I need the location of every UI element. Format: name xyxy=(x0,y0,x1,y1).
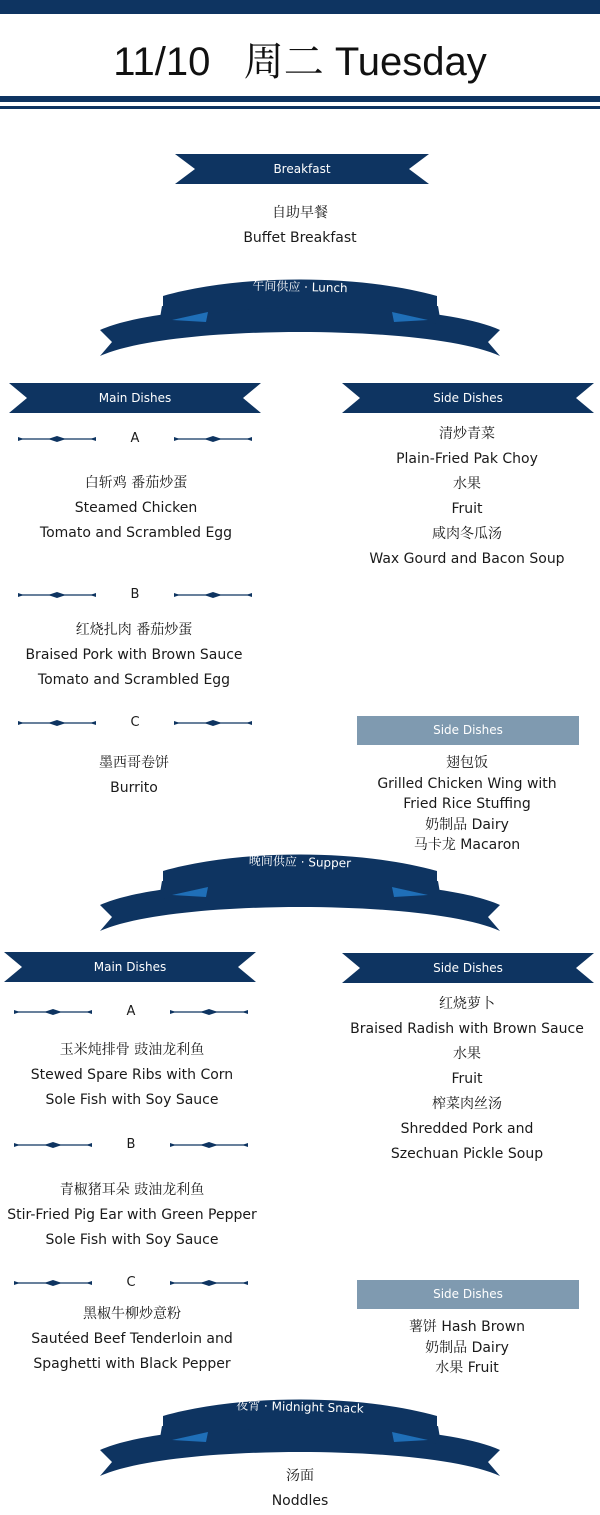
lunch-main-ribbon xyxy=(9,383,261,413)
lunch-side-items xyxy=(334,422,600,572)
supper-option-c-label: C xyxy=(126,1275,136,1290)
menu-item: 墨西哥卷饼 xyxy=(99,755,169,771)
menu-item: Braised Pork with Brown Sauce xyxy=(25,647,243,663)
supper-option-b-items xyxy=(0,1178,264,1253)
weekday-cn: 周二 xyxy=(243,40,324,84)
side-item: 清炒青菜 xyxy=(439,426,495,442)
lunch-option-a-items xyxy=(0,471,272,546)
lunch-option-b-label: B xyxy=(130,587,140,602)
menu-item: Stir-Fried Pig Ear with Green Pepper xyxy=(7,1207,257,1223)
menu-item: 黑椒牛柳炒意粉 xyxy=(83,1306,181,1322)
supper-side2-items xyxy=(334,1317,600,1379)
side-item: Fruit xyxy=(451,1071,483,1087)
menu-item: Sautéed Beef Tenderloin and xyxy=(31,1331,233,1347)
menu-item: 玉米炖排骨 豉油龙利鱼 xyxy=(59,1042,205,1058)
lunch-option-c-divider xyxy=(18,717,252,729)
lunch-option-a-label: A xyxy=(130,431,140,446)
page-title xyxy=(0,30,600,87)
side-item: 水果 Fruit xyxy=(435,1360,499,1376)
breakfast-ribbon xyxy=(175,154,429,184)
side-item: 咸肉冬瓜汤 xyxy=(432,526,502,542)
menu-item: Tomato and Scrambled Egg xyxy=(39,525,233,541)
top-band xyxy=(0,0,600,14)
side-item: 榨菜肉丝汤 xyxy=(432,1096,502,1112)
side-item: 水果 xyxy=(453,1046,481,1062)
menu-item: 青椒猪耳朵 豉油龙利鱼 xyxy=(59,1182,205,1198)
snack-banner-label: 夜宵 · Midnight Snack xyxy=(236,1398,364,1416)
lunch-side-ribbon xyxy=(342,383,594,413)
supper-side2-header: Side Dishes xyxy=(357,1280,579,1309)
supper-side-items xyxy=(334,992,600,1167)
menu-item: Sole Fish with Soy Sauce xyxy=(45,1232,219,1248)
lunch-option-c-label: C xyxy=(130,715,140,730)
lunch-main-title: Main Dishes xyxy=(98,391,172,405)
supper-option-a-label: A xyxy=(126,1004,136,1019)
supper-option-c-items xyxy=(0,1302,264,1377)
lunch-side2-items xyxy=(334,753,600,856)
breakfast-title: Breakfast xyxy=(273,162,331,176)
side-item: Fruit xyxy=(451,501,483,517)
lunch-option-c-items xyxy=(0,751,268,801)
lunch-arc-banner xyxy=(0,270,600,360)
supper-side-title: Side Dishes xyxy=(433,961,503,975)
supper-option-b-divider xyxy=(14,1139,248,1151)
supper-arc-banner xyxy=(0,845,600,935)
supper-option-b-label: B xyxy=(126,1137,136,1152)
side-item: 红烧萝卜 xyxy=(439,996,495,1012)
supper-side-ribbon xyxy=(342,953,594,983)
side-item: Braised Radish with Brown Sauce xyxy=(350,1021,584,1037)
lunch-side2-header: Side Dishes xyxy=(357,716,579,745)
snack-item-cn: 汤面 xyxy=(286,1468,314,1484)
side-item: Szechuan Pickle Soup xyxy=(390,1146,544,1162)
side-item: Wax Gourd and Bacon Soup xyxy=(369,551,565,567)
side-item: Plain-Fried Pak Choy xyxy=(396,451,538,467)
menu-item: Spaghetti with Black Pepper xyxy=(33,1356,231,1372)
side-item: 翅包饭 xyxy=(446,755,488,771)
header-rule-thick xyxy=(0,96,600,102)
lunch-side-title: Side Dishes xyxy=(433,391,503,405)
breakfast-item-cn: 自助早餐 xyxy=(272,205,328,221)
snack-items xyxy=(0,1464,600,1514)
menu-item: 白斩鸡 番茄炒蛋 xyxy=(84,475,188,491)
side-item: Grilled Chicken Wing with xyxy=(377,775,557,792)
menu-item: Burrito xyxy=(110,780,158,796)
lunch-option-b-divider xyxy=(18,589,252,601)
breakfast-item-en: Buffet Breakfast xyxy=(243,230,357,246)
breakfast-items xyxy=(0,201,600,251)
snack-item-en: Noddles xyxy=(271,1493,329,1509)
side-item: Fried Rice Stuffing xyxy=(403,796,531,812)
supper-option-a-items xyxy=(0,1038,264,1113)
supper-option-c-divider xyxy=(14,1277,248,1289)
supper-banner-label: 晚间供应 · Supper xyxy=(248,853,352,871)
menu-item: Steamed Chicken xyxy=(74,500,198,516)
side-item: 水果 xyxy=(453,476,481,492)
supper-option-a-divider xyxy=(14,1006,248,1018)
supper-main-title: Main Dishes xyxy=(93,960,167,974)
side-item: 奶制品 Dairy xyxy=(425,1339,509,1356)
header-rule-thin xyxy=(0,106,600,109)
date: 11/10 xyxy=(113,40,211,84)
menu-item: Tomato and Scrambled Egg xyxy=(37,672,231,688)
lunch-banner-label: 午间供应 · Lunch xyxy=(252,278,348,296)
side-item: 马卡龙 Macaron xyxy=(413,837,521,853)
menu-item: Stewed Spare Ribs with Corn xyxy=(30,1067,234,1083)
supper-main-ribbon xyxy=(4,952,256,982)
menu-item: Sole Fish with Soy Sauce xyxy=(45,1092,219,1108)
side-item: 奶制品 Dairy xyxy=(425,816,509,833)
weekday-en: Tuesday xyxy=(334,40,487,84)
lunch-option-a-divider xyxy=(18,433,252,445)
side-item: Shredded Pork and xyxy=(400,1121,534,1137)
side-item: 薯饼 Hash Brown xyxy=(408,1319,526,1335)
lunch-option-b-items xyxy=(0,618,268,693)
menu-item: 红烧扎肉 番茄炒蛋 xyxy=(75,622,193,638)
